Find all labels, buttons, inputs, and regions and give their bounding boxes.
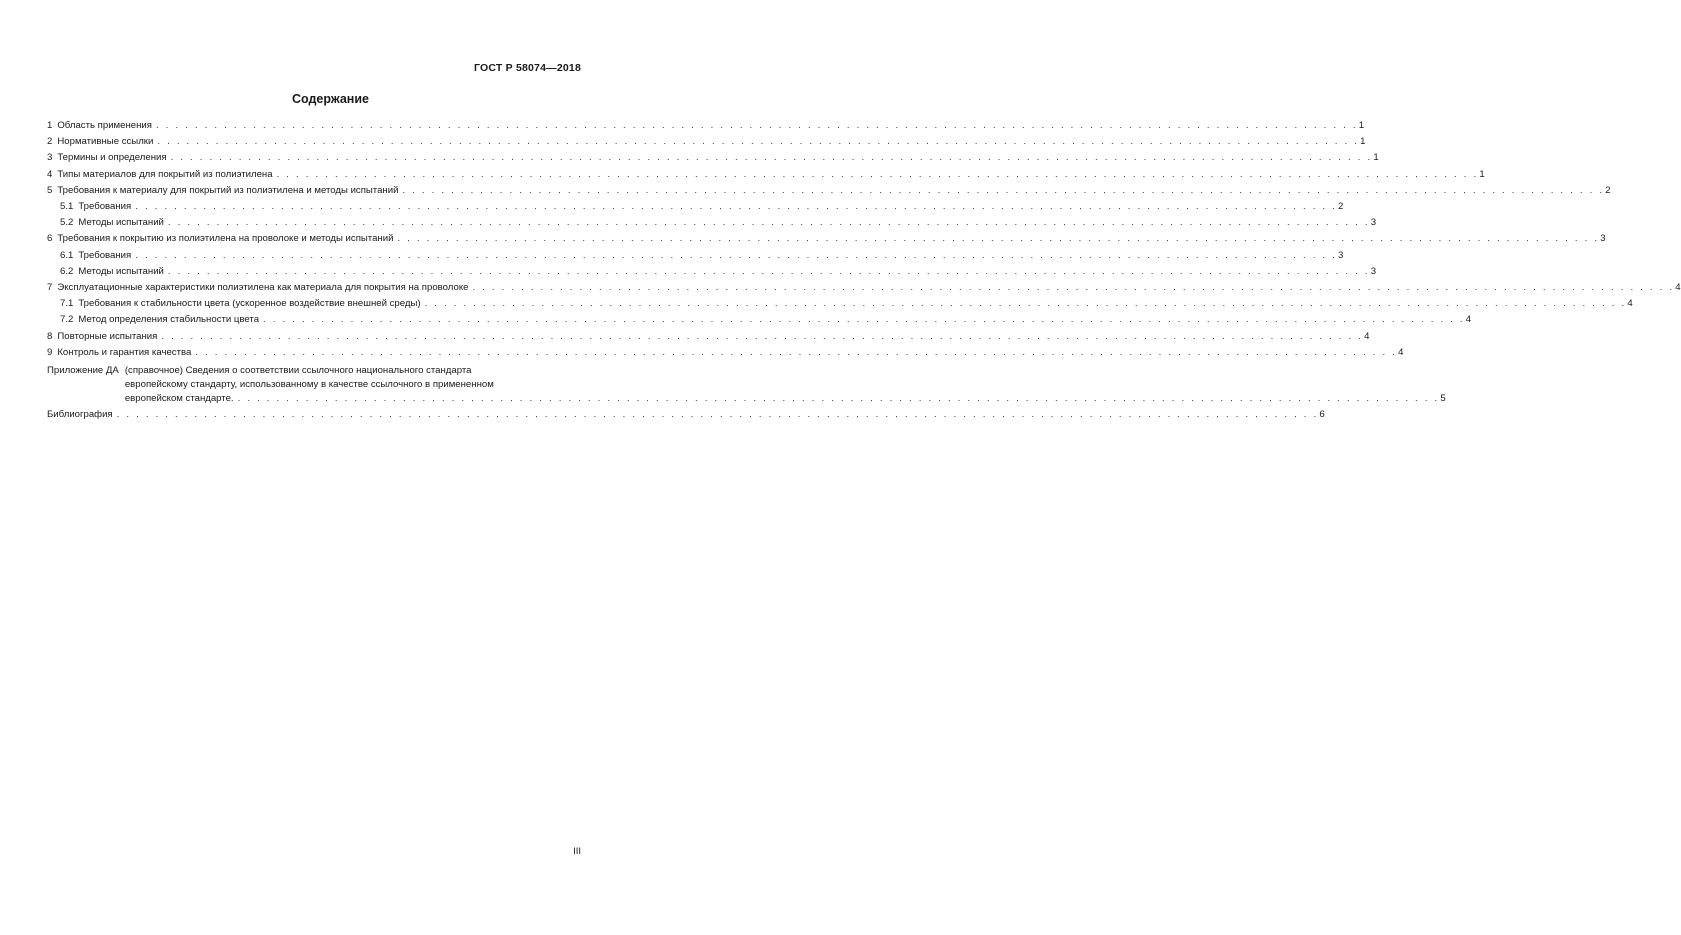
toc-entry-label: Методы испытаний: [78, 265, 164, 277]
toc-entry-5-2[interactable]: [47, 215, 1377, 231]
toc-entry-label: Требования к материалу для покрытий из полиэтилена и методы испытаний: [57, 184, 399, 196]
toc-entry-number: 8: [47, 330, 53, 342]
toc-entry-page: 4: [1627, 298, 1633, 310]
toc-entry-number: 6.2: [60, 265, 74, 277]
dot-leader: [472, 280, 1674, 296]
toc-entry-number: 3: [47, 152, 53, 164]
dot-leader: [425, 296, 1627, 312]
toc-entry-6-2[interactable]: [47, 264, 1377, 280]
toc-entry-4[interactable]: [47, 167, 1485, 183]
toc-entry-label: Требования к стабильности цвета (ускоренное воздействие внешней среды): [78, 298, 421, 310]
toc-entry-page: 3: [1338, 249, 1344, 261]
toc-entry-page: 3: [1600, 233, 1606, 245]
toc-entry-label: Методы испытаний: [78, 217, 164, 229]
toc-entry-label: Требования: [78, 249, 132, 261]
toc-entry-6[interactable]: [47, 231, 1606, 247]
toc-entry-number: 6: [47, 233, 53, 245]
toc-entry-number: 4: [47, 168, 53, 180]
document-code: ГОСТ Р 58074—2018: [473, 62, 581, 74]
toc-entry-label: Метод определения стабильности цвета: [78, 314, 260, 326]
toc-entry-appendix-da[interactable]: [47, 364, 1446, 406]
appendix-lead: Приложение ДА: [47, 365, 119, 377]
dot-leader: [135, 248, 1337, 264]
toc-entry-page: 1: [1373, 152, 1379, 164]
appendix-line-3: европейском стандарте.: [124, 393, 234, 405]
toc-entry-page: 2: [1605, 184, 1611, 196]
toc-entry-1[interactable]: [47, 118, 1365, 134]
table-of-contents: [47, 118, 1681, 423]
dot-leader: [156, 118, 1358, 134]
toc-entry-page: 3: [1370, 265, 1377, 277]
page-number: III: [573, 846, 581, 857]
dot-leader: [195, 345, 1397, 361]
toc-entry-7-2[interactable]: [47, 312, 1472, 328]
toc-entry-page: 4: [1465, 314, 1472, 326]
toc-entry-label: Повторные испытания: [57, 330, 158, 342]
toc-entry-7-1[interactable]: [47, 296, 1633, 312]
toc-entry-5-1[interactable]: [47, 199, 1344, 215]
toc-entry-label: Контроль и гарантия качества: [57, 346, 192, 358]
toc-entry-label: Эксплуатационные характеристики полиэтилена как материала для покрытия на проволоке: [57, 282, 469, 294]
appendix-text: [125, 364, 1446, 406]
toc-entry-label: Область применения: [57, 120, 152, 131]
dot-leader: [135, 199, 1337, 215]
toc-entry-label: Нормативные ссылки: [57, 136, 154, 148]
toc-entry-8[interactable]: [47, 329, 1370, 345]
dot-leader: [263, 312, 1465, 328]
appendix-line-2: европейскому стандарту, использованному в качестве ссылочного в примененном: [124, 379, 494, 391]
toc-entry-number: 5.1: [60, 201, 74, 213]
dot-leader: [117, 407, 1319, 423]
toc-entry-label: Требования: [78, 201, 132, 213]
dot-leader: [168, 264, 1370, 280]
toc-entry-page: 1: [1358, 120, 1365, 131]
toc-entry-page: 4: [1398, 346, 1404, 358]
dot-leader: [397, 231, 1599, 247]
toc-entry-page: 2: [1338, 201, 1344, 213]
toc-entry-bibliography[interactable]: [47, 407, 1325, 423]
toc-entry-page: 1: [1479, 168, 1485, 180]
appendix-line-3-row: [125, 392, 1446, 406]
toc-entry-number: 2: [47, 136, 53, 148]
dot-leader: [277, 167, 1479, 183]
toc-entry-number: 5: [47, 184, 53, 196]
toc-entry-page: 6: [1319, 409, 1325, 421]
toc-entry-label: Требования к покрытию из полиэтилена на проволоке и методы испытаний: [57, 233, 394, 245]
toc-entry-page: 3: [1370, 217, 1377, 229]
toc-entry-5[interactable]: [47, 183, 1611, 199]
appendix-line-1: (справочное) Сведения о соответствии ссылочного национального стандарта: [124, 365, 472, 377]
toc-entry-number: 7.2: [60, 314, 74, 326]
dot-leader: [171, 150, 1373, 166]
toc-entry-number: 7: [47, 282, 53, 294]
toc-entry-page: 4: [1675, 282, 1681, 294]
toc-entry-9[interactable]: [47, 345, 1404, 361]
toc-entry-3[interactable]: [47, 150, 1379, 166]
dot-leader: [402, 183, 1604, 199]
toc-entry-number: 5.2: [60, 217, 74, 229]
toc-entry-number: 9: [47, 346, 53, 358]
toc-entry-number: 7.1: [60, 298, 74, 310]
dot-leader: [168, 215, 1370, 231]
toc-entry-number: 6.1: [60, 249, 74, 261]
toc-entry-label: Типы материалов для покрытий из полиэтилена: [57, 168, 273, 180]
toc-entry-2[interactable]: [47, 134, 1366, 150]
toc-entry-page: 5: [1440, 393, 1446, 405]
toc-title: Содержание: [291, 92, 369, 106]
toc-entry-number: 1: [47, 120, 53, 131]
toc-entry-page: 1: [1360, 136, 1366, 148]
dot-leader: [238, 392, 1440, 406]
toc-entry-page: 4: [1364, 330, 1370, 342]
dot-leader: [161, 329, 1363, 345]
toc-entry-6-1[interactable]: [47, 248, 1344, 264]
toc-entry-label: Библиография: [47, 409, 113, 421]
toc-entry-7[interactable]: [47, 280, 1681, 296]
toc-entry-label: Термины и определения: [57, 152, 167, 164]
dot-leader: [157, 134, 1359, 150]
